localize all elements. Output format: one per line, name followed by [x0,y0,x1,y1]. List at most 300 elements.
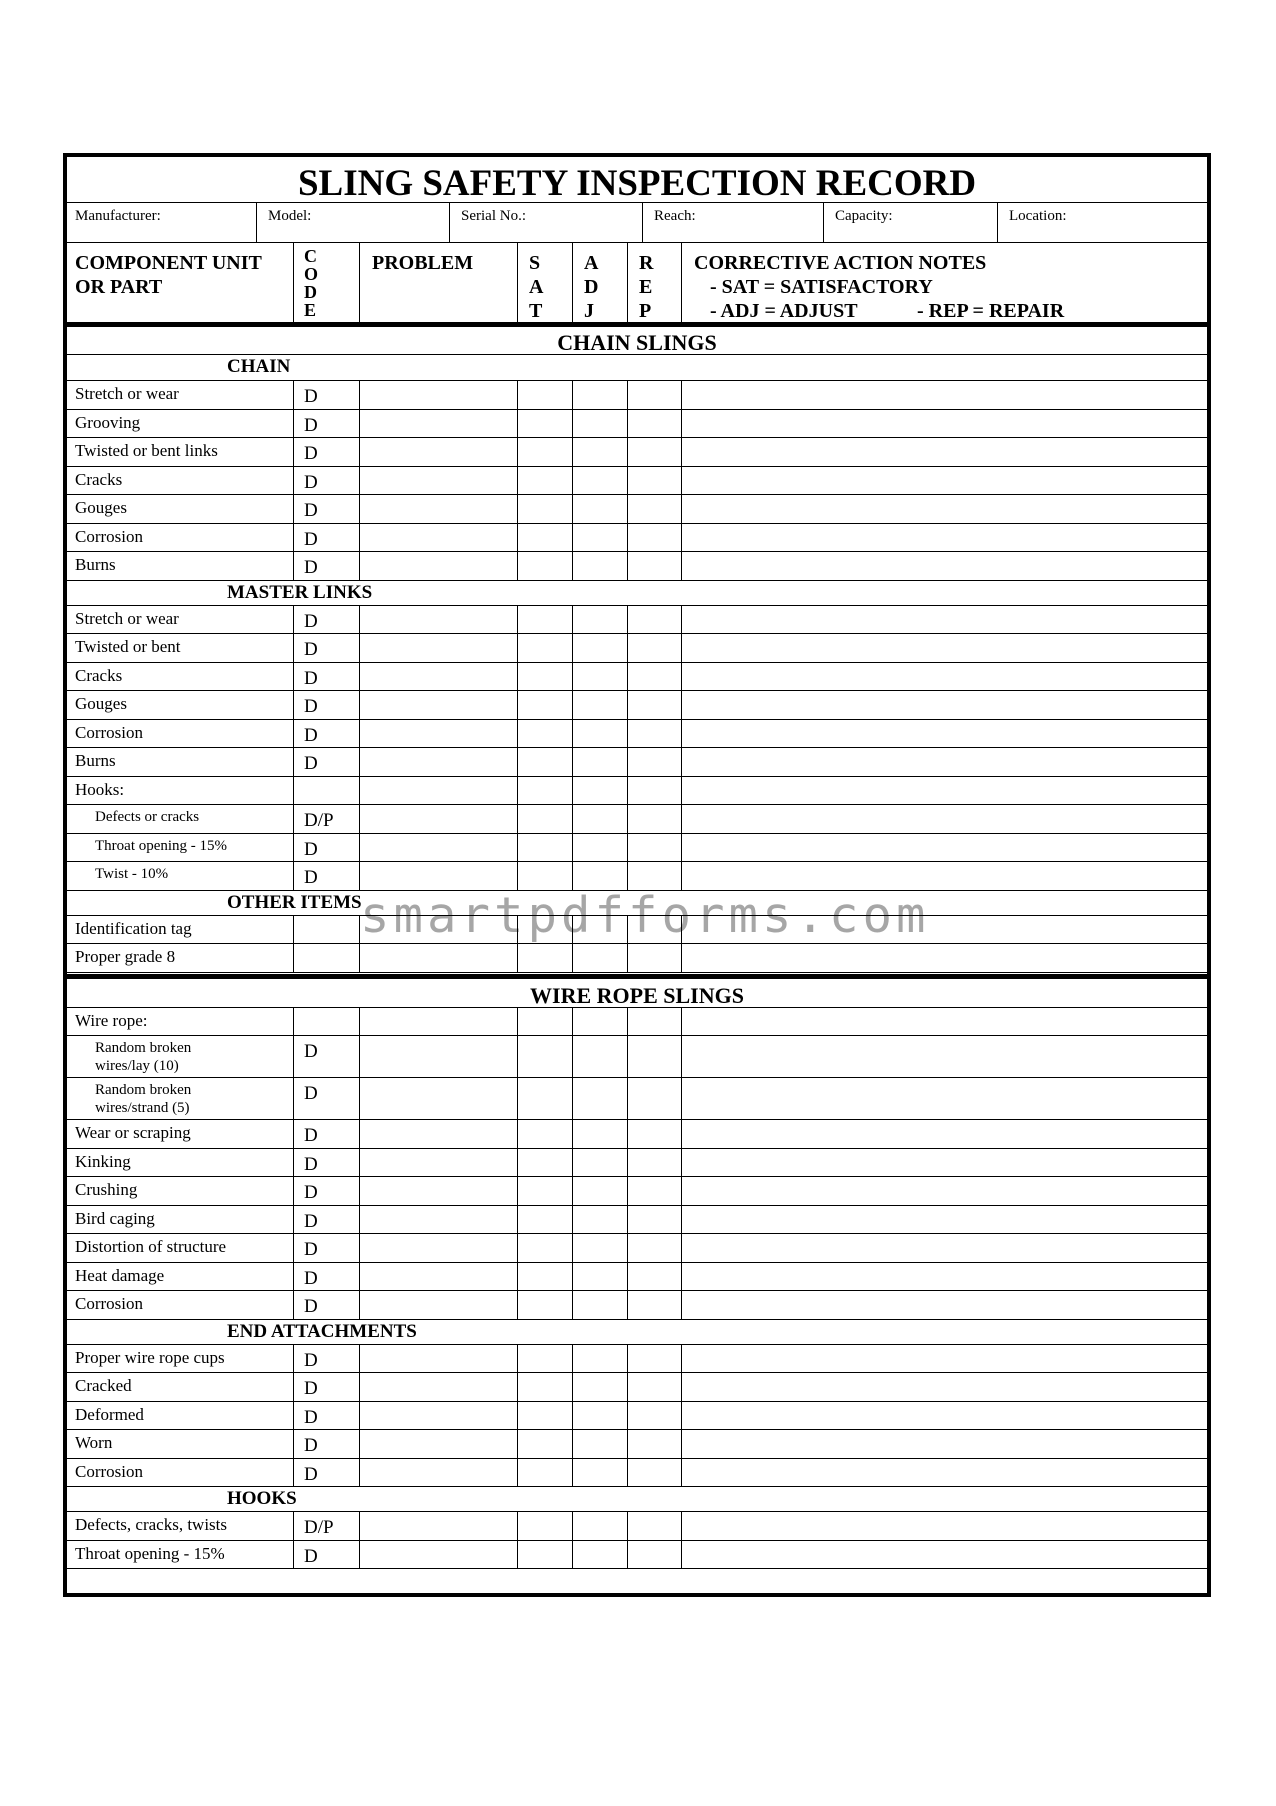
divider [359,1233,360,1262]
divider [572,1176,573,1205]
divider [359,1429,360,1458]
divider [67,1290,1207,1291]
divider [627,1540,628,1569]
divider [293,605,294,634]
divider [359,242,360,322]
column-header-rep: R [639,252,654,274]
code-value: D [304,1125,318,1146]
manufacturer-field[interactable]: Manufacturer: [75,208,161,224]
divider [681,380,682,409]
column-header-adj: J [584,300,594,322]
item-label: Corrosion [75,1294,143,1313]
divider [359,1401,360,1430]
divider [681,1511,682,1540]
divider [359,437,360,466]
item-label: Identification tag [75,918,192,938]
divider [572,1290,573,1319]
divider [681,242,682,322]
divider [572,833,573,862]
item-label: Throat opening - 15% [95,837,228,854]
divider [517,1077,518,1119]
divider [517,1540,518,1569]
item-label: Random broken [95,1040,192,1056]
divider [359,605,360,634]
code-value: D/P [304,1517,334,1538]
divider [627,1007,628,1036]
divider [517,633,518,662]
divider [293,1119,294,1148]
divider [359,1007,360,1036]
divider [681,1119,682,1148]
code-value: D [304,1545,318,1567]
divider [293,1540,294,1569]
divider [256,202,257,242]
item-label: Deformed [75,1404,144,1424]
divider [517,523,518,552]
code-value: D [304,500,318,521]
location-field[interactable]: Location: [1009,208,1067,224]
divider [67,437,1207,438]
divider [572,804,573,833]
divider [293,1401,294,1430]
divider [517,242,518,322]
column-header-problem: PROBLEM [372,252,474,274]
divider [359,1148,360,1177]
divider [359,409,360,438]
divider [293,437,294,466]
divider [359,1262,360,1291]
divider [627,605,628,634]
watermark: smartpdfforms.com [360,887,930,944]
code-value: D [304,1041,318,1062]
divider [681,1429,682,1458]
divider [627,719,628,748]
divider [627,833,628,862]
code-value: D [304,414,318,436]
divider [517,690,518,719]
divider [572,1511,573,1540]
divider [572,719,573,748]
code-value: D [304,639,318,660]
column-header-sat: A [529,276,544,298]
divider [572,380,573,409]
item-label: Twisted or bent links [75,441,218,460]
divider [627,242,628,322]
divider [67,1401,1207,1402]
item-label: Proper wire rope cups [75,1347,225,1367]
divider [293,633,294,662]
divider [572,1233,573,1262]
divider [67,1176,1207,1177]
code-value: D [304,867,318,888]
divider [293,719,294,748]
divider [681,804,682,833]
divider [67,974,1207,979]
divider [359,1290,360,1319]
legend-sat: - SAT = SATISFACTORY [710,276,933,298]
divider [572,523,573,552]
divider [517,1290,518,1319]
item-label: Cracks [75,665,123,685]
divider [359,1344,360,1373]
divider [627,747,628,776]
legend-adj: - ADJ = ADJUST [710,300,858,322]
divider [67,1344,1207,1345]
divider [449,202,450,242]
divider [67,466,1207,467]
item-label: Twist - 10% [95,866,169,882]
divider [627,437,628,466]
divider [627,776,628,805]
item-label: wires/lay (10) [95,1058,179,1074]
divider [67,776,1207,777]
divider [359,466,360,495]
item-label: Crushing [75,1180,138,1199]
column-header-sat: T [529,300,543,322]
section-title: CHAIN SLINGS [557,330,717,355]
divider [67,719,1207,720]
divider [293,551,294,580]
divider [293,380,294,409]
divider [67,354,1207,355]
column-header-code: C [304,246,317,266]
divider [67,322,1207,327]
divider [572,776,573,805]
divider [681,861,682,890]
divider [293,1290,294,1319]
divider [681,662,682,691]
divider [572,605,573,634]
divider [627,466,628,495]
item-label: Wire rope: [75,1010,148,1030]
divider [681,1035,682,1077]
divider [517,1119,518,1148]
divider [517,1007,518,1036]
code-value: D [304,1182,318,1203]
divider [359,551,360,580]
divider [293,1344,294,1373]
divider [359,1176,360,1205]
divider [67,1540,1207,1541]
divider [67,1007,1207,1008]
divider [293,1205,294,1234]
divider [67,242,1207,243]
serial-number-field[interactable]: Serial No.: [461,208,526,224]
divider [67,1148,1207,1149]
divider [627,1205,628,1234]
divider [293,1458,294,1487]
subsection-title: MASTER LINKS [227,581,373,603]
code-value: D [304,1239,318,1260]
divider [67,202,1207,203]
divider [681,943,682,972]
code-value: D [304,753,318,774]
divider [67,409,1207,410]
divider [681,833,682,862]
divider [67,1205,1207,1206]
divider [359,1205,360,1234]
divider [681,747,682,776]
divider [572,1372,573,1401]
divider [293,1176,294,1205]
divider [359,1119,360,1148]
legend-rep: - REP = REPAIR [917,300,1065,322]
divider [359,719,360,748]
divider [572,1077,573,1119]
divider [572,1540,573,1569]
divider [517,747,518,776]
divider [67,1458,1207,1459]
divider [517,1401,518,1430]
divider [627,551,628,580]
divider [67,1262,1207,1263]
item-label: Cracked [75,1376,132,1395]
divider [572,1344,573,1373]
divider [627,633,628,662]
item-label: Stretch or wear [75,608,179,628]
divider [823,202,824,242]
divider [359,494,360,523]
code-value: D [304,696,318,717]
divider [517,605,518,634]
code-value: D [304,443,318,464]
item-label: Bird caging [75,1208,155,1228]
divider [67,1429,1207,1430]
code-value: D [304,557,318,578]
divider [627,1458,628,1487]
divider [293,833,294,862]
divider [572,1205,573,1234]
item-label: Throat opening - 15% [75,1543,225,1563]
divider [681,1007,682,1036]
divider [359,523,360,552]
divider [681,1458,682,1487]
column-header-code: D [304,282,317,302]
divider [572,437,573,466]
divider [359,1372,360,1401]
divider [572,861,573,890]
divider [572,690,573,719]
divider [572,551,573,580]
reach-field[interactable]: Reach: [654,208,696,224]
divider [517,662,518,691]
divider [681,633,682,662]
divider [293,1233,294,1262]
divider [293,943,294,972]
divider [67,494,1207,495]
divider [517,494,518,523]
code-value: D [304,1267,318,1289]
divider [293,690,294,719]
item-label: Gouges [75,498,127,517]
item-label: Corrosion [75,526,143,546]
subsection-title: END ATTACHMENTS [227,1320,417,1342]
code-value: D [304,386,318,407]
code-value: D/P [304,810,334,831]
model-field[interactable]: Model: [268,208,312,224]
divider [627,1148,628,1177]
subsection-title: CHAIN [227,356,291,377]
divider [293,1511,294,1540]
divider [293,1429,294,1458]
item-label: Corrosion [75,722,143,742]
divider [293,1007,294,1036]
divider [681,1372,682,1401]
divider [572,633,573,662]
inspection-form [63,153,1211,1597]
divider [359,1077,360,1119]
item-label: Stretch or wear [75,384,179,403]
divider [293,1262,294,1291]
divider [517,409,518,438]
divider [517,1511,518,1540]
divider [67,523,1207,524]
divider [67,1035,1207,1036]
column-header-component: COMPONENT UNIT [75,252,262,274]
divider [67,1077,1207,1078]
code-value: D [304,1210,318,1232]
code-value: D [304,1435,318,1456]
item-label: Hooks: [75,779,125,799]
divider [293,1148,294,1177]
column-header-rep: E [639,276,653,298]
divider [572,242,573,322]
divider [293,242,294,322]
divider [572,1262,573,1291]
code-value: D [304,1463,318,1485]
item-label: Burns [75,751,116,770]
item-label: Cracks [75,469,123,489]
divider [681,719,682,748]
divider [517,1205,518,1234]
divider [572,1119,573,1148]
divider [359,1458,360,1487]
divider [681,605,682,634]
divider [572,466,573,495]
column-header-code: E [304,300,317,320]
divider [517,380,518,409]
divider [681,690,682,719]
divider [67,605,1207,606]
divider [572,494,573,523]
code-value: D [304,1153,318,1175]
column-header-adj: D [584,276,599,298]
divider [517,1458,518,1487]
divider [67,690,1207,691]
column-header-rep: P [639,300,652,322]
divider [572,1035,573,1077]
divider [293,747,294,776]
capacity-field[interactable]: Capacity: [835,208,893,224]
divider [517,437,518,466]
divider [359,1511,360,1540]
divider [572,1148,573,1177]
divider [293,1077,294,1119]
divider [293,1035,294,1077]
divider [517,833,518,862]
divider [67,1119,1207,1120]
divider [293,861,294,890]
item-label: wires/strand (5) [95,1100,190,1116]
column-header-adj: A [584,252,599,274]
divider [627,1262,628,1291]
divider [67,804,1207,805]
divider [67,1319,1207,1320]
code-value: D [304,1296,318,1317]
divider [681,1233,682,1262]
divider [67,551,1207,552]
divider [359,943,360,972]
divider [681,551,682,580]
divider [572,943,573,972]
divider [627,1119,628,1148]
divider [627,1344,628,1373]
divider [572,409,573,438]
divider [293,523,294,552]
divider [517,1035,518,1077]
divider [681,1262,682,1291]
divider [293,409,294,438]
code-value: D [304,667,318,689]
divider [359,690,360,719]
divider [627,380,628,409]
divider [627,1077,628,1119]
divider [627,494,628,523]
divider [627,1290,628,1319]
divider [517,1233,518,1262]
divider [627,1401,628,1430]
item-label: Kinking [75,1151,131,1171]
divider [517,861,518,890]
divider [681,776,682,805]
divider [293,1372,294,1401]
item-label: Defects or cracks [95,809,200,825]
divider [681,1077,682,1119]
divider [681,1205,682,1234]
divider [572,1401,573,1430]
divider [681,523,682,552]
item-label: Gouges [75,694,127,713]
divider [359,633,360,662]
divider [572,1458,573,1487]
code-value: D [304,1083,318,1104]
divider [359,861,360,890]
divider [681,1540,682,1569]
code-value: D [304,724,318,746]
divider [572,1429,573,1458]
divider [627,690,628,719]
divider [517,551,518,580]
divider [67,1233,1207,1234]
divider [359,776,360,805]
divider [359,380,360,409]
divider [517,776,518,805]
code-value: D [304,1378,318,1399]
divider [627,409,628,438]
divider [517,1372,518,1401]
divider [517,1429,518,1458]
section-title: WIRE ROPE SLINGS [530,982,744,1008]
divider [67,1486,1207,1487]
divider [359,747,360,776]
divider [627,1429,628,1458]
divider [293,804,294,833]
divider [572,662,573,691]
item-label: Heat damage [75,1265,165,1285]
divider [359,833,360,862]
code-value: D [304,471,318,493]
item-label: Distortion of structure [75,1237,227,1256]
